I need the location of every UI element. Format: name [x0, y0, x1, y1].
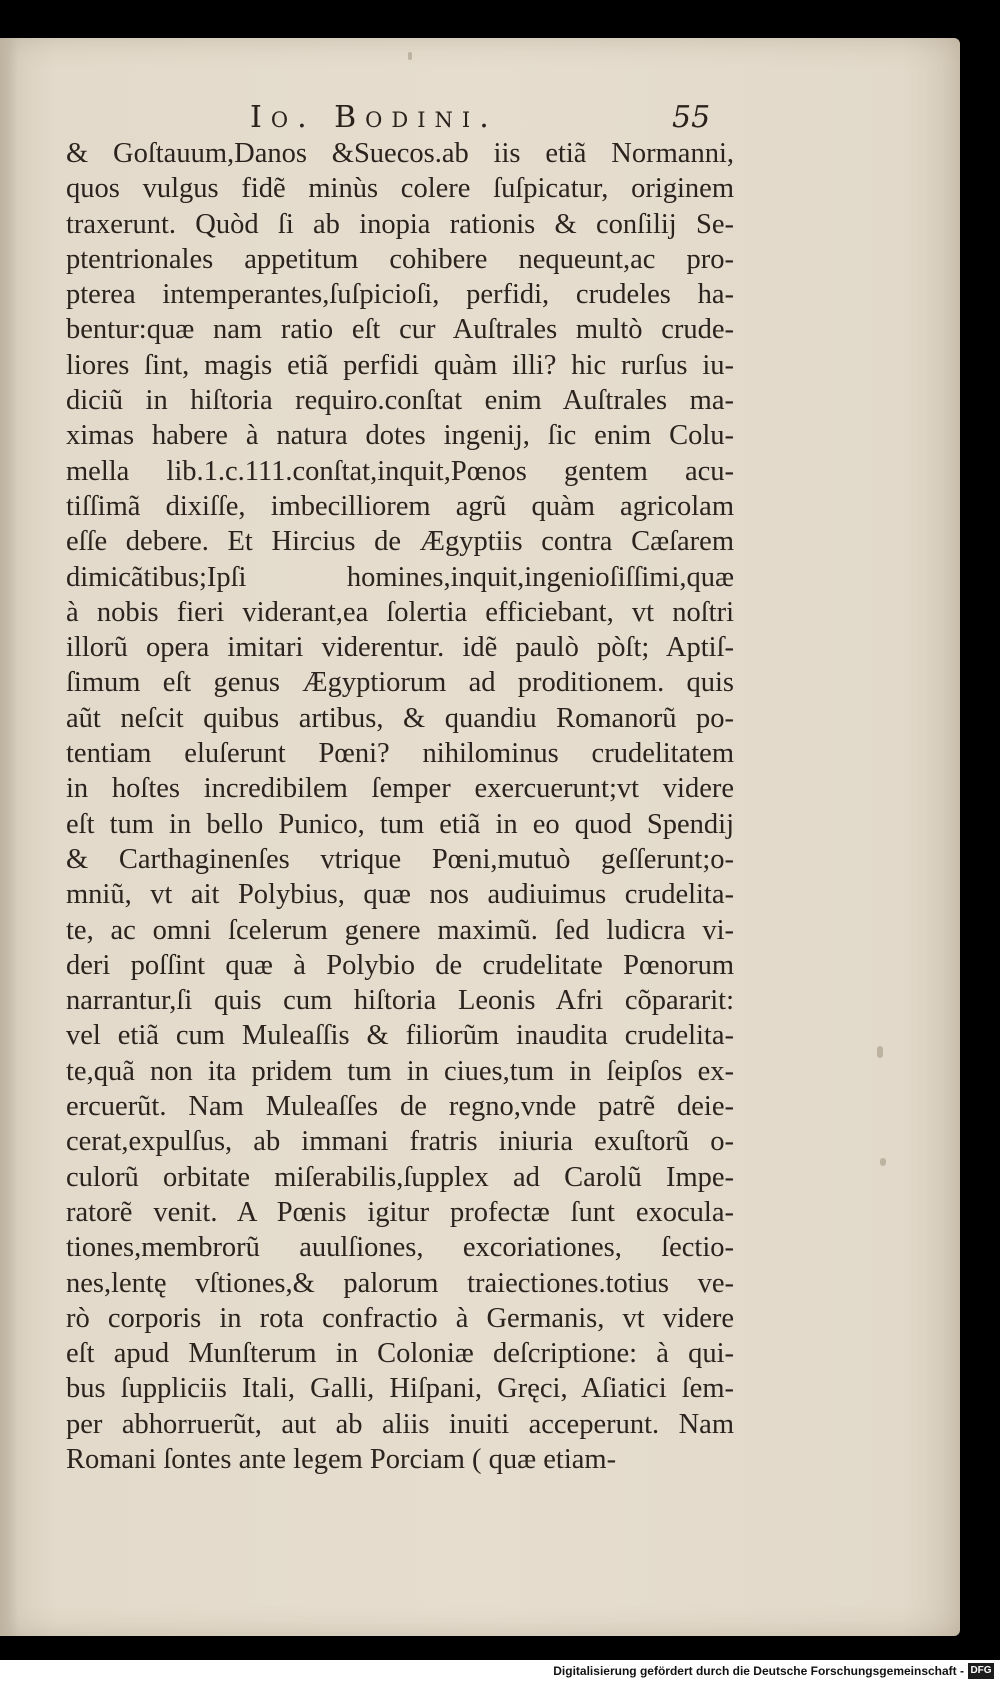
text-line: eſt tum in bello Punico, tum etiã in eo quod Spendij: [66, 808, 734, 840]
text-line: per abhorruerũt, aut ab aliis inuiti acceperunt. Nam: [66, 1408, 734, 1440]
text-line: deri poſſint quæ à Polybio de crudelitate Pœnorum: [66, 949, 734, 981]
text-line: narrantur,ſi quis cum hiſtoria Leonis Afri cõpararit:: [66, 985, 734, 1017]
body-text: [66, 136, 734, 1477]
text-line: & Carthaginenſes vtrique Pœni,mutuò geſſerunt;o-: [66, 843, 734, 875]
text-line: aũt neſcit quibus artibus, & quandiu Romanorũ po-: [66, 702, 734, 734]
text-line: eſſe debere. Et Hircius de Ægyptiis contra Cæſarem: [66, 526, 734, 558]
text-line: tentiam eluſerunt Pœni? nihilominus crudelitatem: [66, 738, 734, 770]
text-line: ratorẽ venit. A Pœnis igitur profectæ ſunt exocula-: [66, 1196, 734, 1228]
text-line: te, ac omni ſcelerum genere maximũ. ſed ludicra vi-: [66, 914, 734, 946]
text-line: vel etiã cum Muleaſſis & filiorũm inaudita crudelita-: [66, 1020, 734, 1052]
text-line: in hoſtes incredibilem ſemper exercuerunt;vt videre: [66, 773, 734, 805]
text-line: quos vulgus fidẽ minùs colere ſuſpicatur, originem: [66, 173, 734, 205]
text-line: tiſſimã dixiſſe, imbecilliorem agrũ quàm agricolam: [66, 490, 734, 522]
text-line: te,quã non ita pridem tum in ciues,tum in ſeipſos ex-: [66, 1055, 734, 1087]
text-line: mella lib.1.c.111.conſtat,inquit,Pœnos gentem acu-: [66, 455, 734, 487]
funding-credit: Digitalisierung gefördert durch die Deutsche Forschungsgemeinschaft -: [553, 1664, 964, 1678]
text-line: ptentrionales appetitum cohibere nequeunt,ac pro-: [66, 243, 734, 275]
text-line: ſimum eſt genus Ægyptiorum ad proditionem. quis: [66, 667, 734, 699]
text-line: à nobis fieri viderant,ea ſolertia efficiebant, vt noſtri: [66, 596, 734, 628]
paper-blemish: [880, 1158, 886, 1166]
text-line: diciũ in hiſtoria requiro.conſtat enim Auſtrales ma-: [66, 385, 734, 417]
text-line: tiones,membrorũ auulſiones, excoriationes, ſectio-: [66, 1232, 734, 1264]
text-line: rò corporis in rota confractio à Germanis, vt videre: [66, 1302, 734, 1334]
text-line: dimicãtibus;Ipſi homines,inquit,ingenioſiſſimi,quæ: [66, 561, 734, 593]
text-line: mniũ, vt ait Polybius, quæ nos audiuimus crudelita-: [66, 879, 734, 911]
page-number: 55: [672, 100, 711, 135]
digitization-footer: [0, 1660, 1000, 1685]
text-line: bentur:quæ nam ratio eſt cur Auſtrales multò crude-: [66, 314, 734, 346]
paper-blemish: [877, 1046, 883, 1058]
text-line: cerat,expulſus, ab immani fratris iniuria exuſtorũ o-: [66, 1126, 734, 1158]
paper-blemish: [408, 52, 412, 60]
book-page: [0, 38, 960, 1636]
running-head: Io. Bodini.: [250, 100, 498, 135]
text-line: bus ſuppliciis Itali, Galli, Hiſpani, Gręci, Aſiatici ſem-: [66, 1373, 734, 1405]
text-line: illorũ opera imitari viderentur. idẽ paulò pòſt; Aptiſ-: [66, 632, 734, 664]
text-line: culorũ orbitate miſerabilis,ſupplex ad Carolũ Impe-: [66, 1161, 734, 1193]
text-line: Romani ſontes ante legem Porciam ( quæ etiam-: [66, 1443, 617, 1475]
text-line: traxerunt. Quòd ſi ab inopia rationis & conſilij Se-: [66, 208, 734, 240]
text-line: & Goſtauum,Danos &Suecos.ab iis etiã Normanni,: [66, 138, 734, 169]
text-line: pterea intemperantes,ſuſpicioſi, perfidi, crudeles ha-: [66, 279, 734, 311]
text-line: nes,lentę vſtiones,& palorum traiectiones.totius ve-: [66, 1267, 734, 1299]
text-line: liores ſint, magis etiã perfidi quàm illi? hic rurſus iu-: [66, 349, 734, 381]
dfg-logo-icon: DFG: [968, 1663, 994, 1679]
text-line: eſt apud Munſterum in Coloniæ deſcriptione: à qui-: [66, 1338, 734, 1370]
text-line: ximas habere à natura dotes ingenij, ſic enim Colu-: [66, 420, 734, 452]
text-line: ercuerũt. Nam Muleaſſes de regno,vnde patrẽ deie-: [66, 1091, 734, 1123]
